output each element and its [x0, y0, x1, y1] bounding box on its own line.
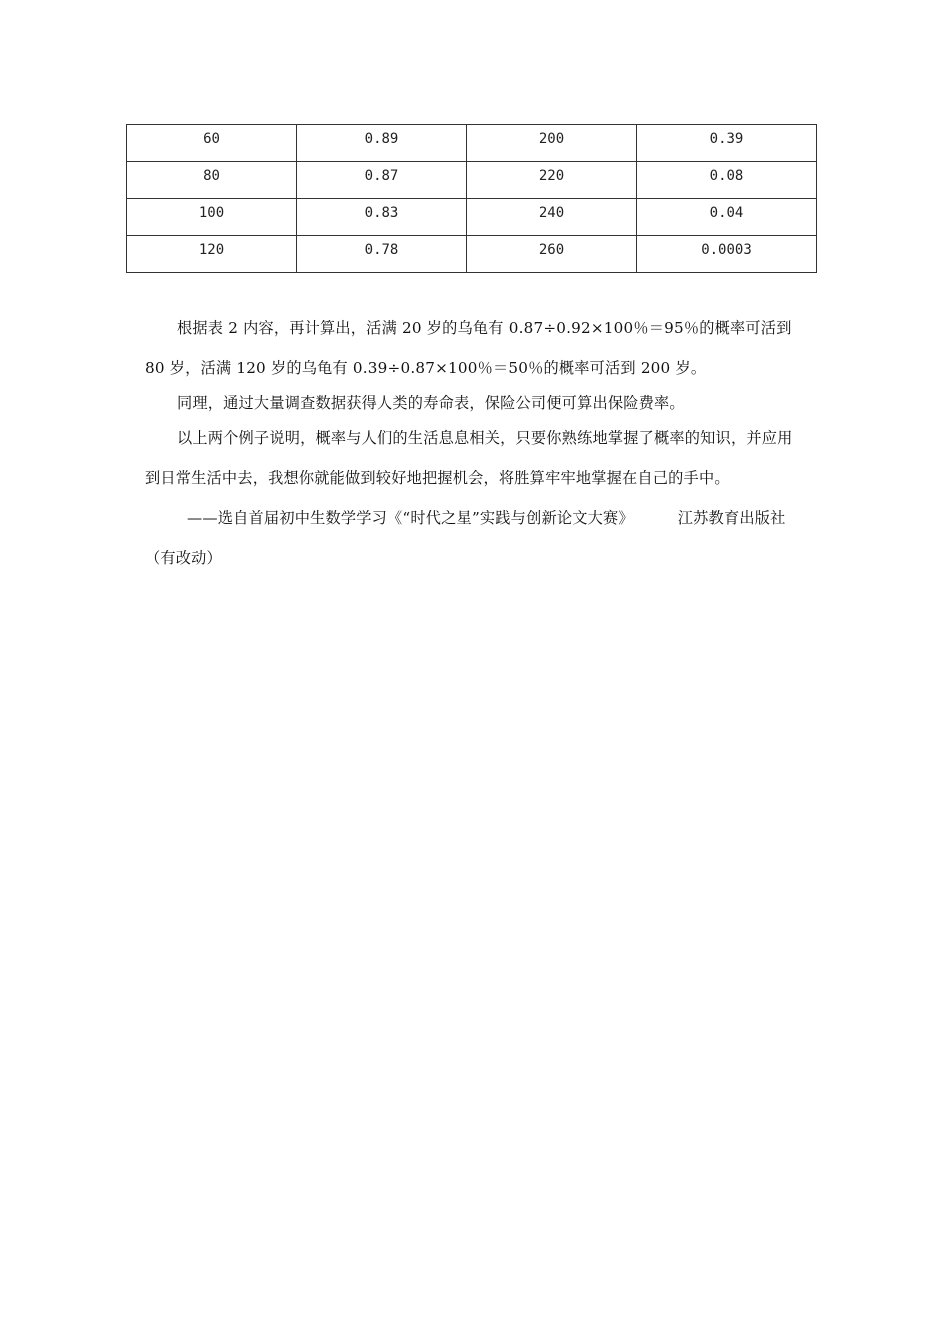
table-cell: 120	[127, 236, 297, 273]
table-cell: 0.83	[297, 199, 467, 236]
source-title: ——选自首届初中生数学学习《“时代之星”实践与创新论文大赛》	[187, 509, 634, 527]
table-cell: 60	[127, 125, 297, 162]
table-cell: 0.04	[637, 199, 817, 236]
table-cell: 0.0003	[637, 236, 817, 273]
source-citation	[145, 498, 805, 578]
table-cell: 200	[467, 125, 637, 162]
paragraph-calculation: 根据表 2 内容，再计算出，活满 20 岁的乌龟有 0.87÷0.92×100％＝95％的概率可活到 80 岁，活满 120 岁的乌龟有 0.39÷0.87×100％＝50％的概率可活到 200 岁。	[145, 319, 792, 377]
table-cell: 240	[467, 199, 637, 236]
table-cell: 80	[127, 162, 297, 199]
table-cell: 220	[467, 162, 637, 199]
table-cell: 0.39	[637, 125, 817, 162]
paragraph-insurance: 同理，通过大量调查数据获得人类的寿命表，保险公司便可算出保险费率。	[177, 394, 685, 412]
probability-table	[126, 124, 817, 273]
table-cell: 100	[127, 199, 297, 236]
paragraph-conclusion: 以上两个例子说明，概率与人们的生活息息相关，只要你熟练地掌握了概率的知识，并应用到日常生活中去，我想你就能做到较好地把握机会，将胜算牢牢地掌握在自己的手中。	[145, 429, 793, 487]
source-publisher: 江苏教育出版社（有改动）	[145, 509, 786, 567]
article-body	[145, 308, 805, 578]
table-row	[127, 236, 817, 273]
table-cell: 0.87	[297, 162, 467, 199]
table-cell: 0.78	[297, 236, 467, 273]
table-row	[127, 199, 817, 236]
table-row	[127, 125, 817, 162]
table-cell: 0.89	[297, 125, 467, 162]
table-row	[127, 162, 817, 199]
table-cell: 260	[467, 236, 637, 273]
table-cell: 0.08	[637, 162, 817, 199]
